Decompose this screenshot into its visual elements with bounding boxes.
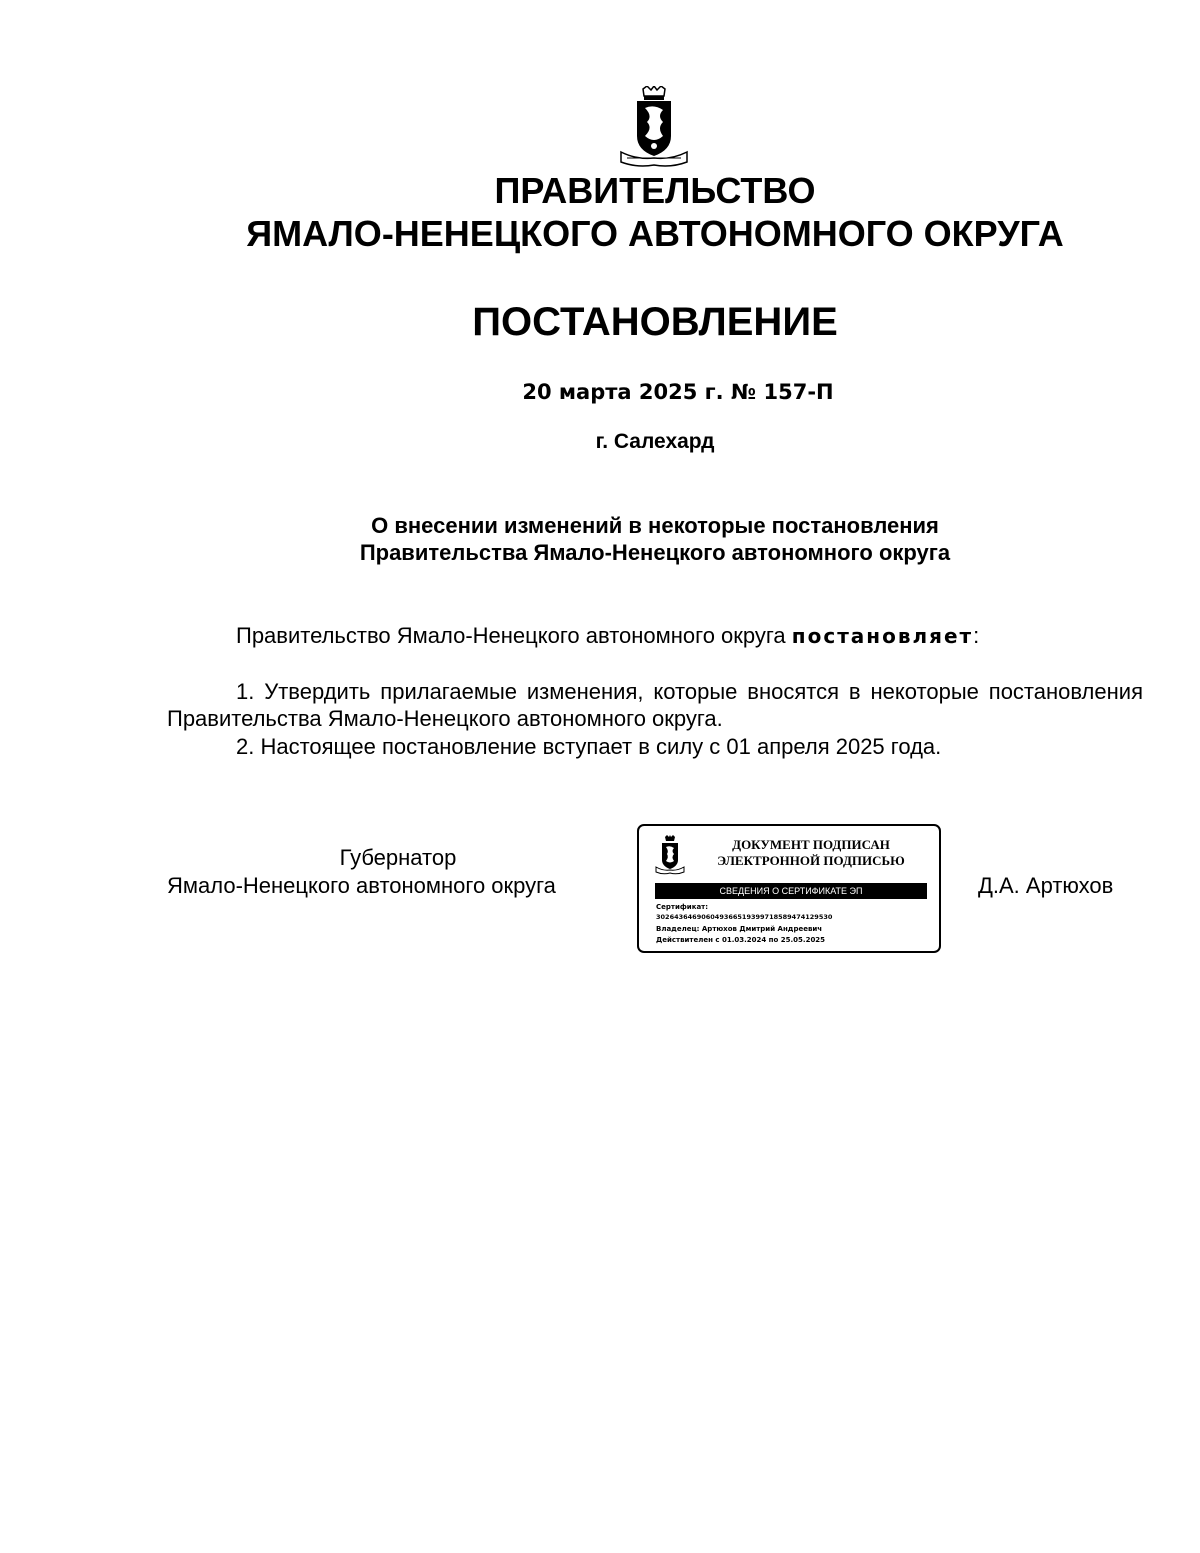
stamp-heading-line1: ДОКУМЕНТ ПОДПИСАН xyxy=(732,837,890,852)
signatory-name: Д.А. Артюхов xyxy=(978,873,1114,898)
coat-of-arms-icon xyxy=(617,86,691,168)
stamp-heading-line2: ЭЛЕКТРОННОЙ ПОДПИСЬЮ xyxy=(717,853,905,868)
subject-line1: О внесении изменений в некоторые постановления xyxy=(371,513,939,538)
stamp-certificate-value: 30264364690604936651939971858947412953​0 xyxy=(656,913,833,921)
government-title-line1: ПРАВИТЕЛЬСТВО xyxy=(494,170,816,211)
item-2-paragraph: 2. Настоящее постановление вступает в силу с 01 апреля 2025 года. xyxy=(236,734,942,759)
electronic-signature-stamp xyxy=(637,824,941,953)
intro-text: Правительство Ямало-Ненецкого автономного округа xyxy=(236,623,792,648)
subject-line2: Правительства Ямало-Ненецкого автономного округа xyxy=(359,540,951,565)
stamp-certificate-label: Сертификат: xyxy=(656,903,709,911)
document-type-title: ПОСТАНОВЛЕНИЕ xyxy=(472,300,838,344)
government-title-line2: ЯМАЛО-НЕНЕЦКОГО АВТОНОМНОГО ОКРУГА xyxy=(246,213,1064,254)
stamp-coat-of-arms-icon xyxy=(655,835,685,875)
document-city: г. Салехард xyxy=(595,430,715,453)
signatory-title-line2: Ямало-Ненецкого автономного округа xyxy=(167,873,556,898)
stamp-validity: Действителен с 01.03.2024 по 25.05.2025 xyxy=(656,936,826,944)
document-date-number: 20 марта 2025 г. № 157-П xyxy=(522,380,834,404)
signatory-title-line1: Губернатор xyxy=(339,845,457,870)
stamp-certificate-bar: СВЕДЕНИЯ О СЕРТИФИКАТЕ ЭП xyxy=(655,883,927,899)
intro-verb: постановляет xyxy=(791,624,974,648)
item-1-paragraph: 1. Утвердить прилагаемые изменения, которые вносятся в некоторые постановления Правительства Ямало-Ненецкого автономного округа. xyxy=(167,679,1143,731)
stamp-owner: Владелец: Артюхов Дмитрий Андреевич xyxy=(656,925,823,933)
intro-colon: : xyxy=(973,623,980,648)
intro-paragraph xyxy=(236,622,979,650)
